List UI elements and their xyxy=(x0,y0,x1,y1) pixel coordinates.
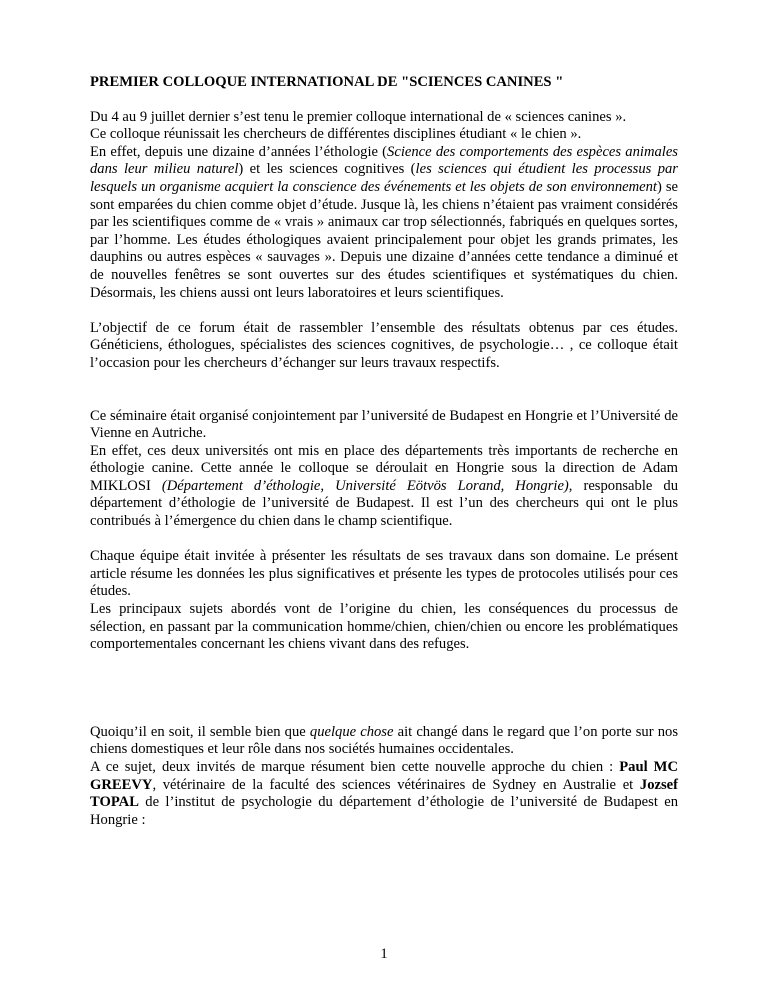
conclusion-text-a: Quoiqu’il en soit, il semble bien que xyxy=(90,723,310,740)
intro-text-a: En effet, depuis une dizaine d’années l’éthologie ( xyxy=(90,143,388,160)
teams-text-2: Les principaux sujets abordés vont de l’origine du chien, les conséquences du processus de sélection, en passant par la communication homme/chien, chien/chien ou encore les problématiques comportementales concernant les chiens vivant dans des refuges. xyxy=(90,601,678,653)
guest-name-mcgreevy: Paul MC GREEVY xyxy=(90,759,678,793)
guest-name-topal: Jozsef TOPAL xyxy=(90,776,678,811)
teams-text-1: Chaque équipe était invitée à présenter les résultats de ses travaux dans son domaine. Le présent article résume les données les plus significatives et présente les types de protocoles utilisés pour ces études. xyxy=(90,548,678,600)
intro-line-2: Ce colloque réunissait les chercheurs de différentes disciplines étudiant « le chien ». xyxy=(90,126,582,143)
conclusion-text-h: de l’institut de psychologie du département d’éthologie de l’université de Budapest en Hongrie : xyxy=(90,794,678,828)
paragraph-organisation xyxy=(90,408,678,531)
paragraph-objective: L’objectif de ce forum était de rassembler l’ensemble des résultats obtenus par ces études. Généticiens, éthologues, spécialistes des sciences cognitives, de psychologie… , ce colloque était l’occasion pour les chercheurs d’échanger sur leurs travaux respectifs. xyxy=(90,319,678,371)
cognitive-sciences-definition: les sciences qui étudient les processus par lesquels un organisme acquiert la conscience des événements et les objets de son environnement xyxy=(90,161,678,195)
organisation-text-a: En effet, ces deux universités ont mis en place des départements très importants de recherche en éthologie canine. Cette année le colloque se déroulait en Hongrie sous la direction de Adam MIKLOSI xyxy=(90,442,678,494)
document-page xyxy=(90,74,678,829)
paragraph-teams xyxy=(90,548,678,654)
page-number: 1 xyxy=(380,946,388,962)
intro-line-1: Du 4 au 9 juillet dernier s’est tenu le premier colloque international de « sciences canines ». xyxy=(90,108,627,125)
organisation-text-c: , responsable du département d’éthologie de l’université de Budapest. Il est l’un des chercheurs qui ont le plus contribués à l’émergence du chien dans le champ scientifique. xyxy=(90,477,678,530)
paragraph-conclusion xyxy=(90,724,678,830)
miklosi-affiliation: (Département d’éthologie, Université Eötvös Lorand, Hongrie) xyxy=(161,477,569,494)
intro-text-e: ) se sont emparées du chien comme objet d’étude. Jusque là, les chiens n’étaient pas vraiment considérés par les scientifiques comme de « vrais » animaux car trop sélectionnés, fabriqués en quelques sortes, par l’homme. Les études éthologiques avaient principalement pour objet les grands primates, les dauphins ou autres espèces « sauvages ». Depuis une dizaine d’années cette tendance a diminué et de nouvelles fenêtres se sont ouvertes sur des études scientifiques et systématiques du chien. Désormais, les chiens aussi ont leurs laboratoires et leurs scientifiques. xyxy=(90,178,678,301)
ethology-definition: Science des comportements des espèces animales dans leur milieu naturel xyxy=(90,143,678,178)
conclusion-text-d: A ce sujet, deux invités de marque résument bien cette nouvelle approche du chien : xyxy=(90,759,620,775)
paragraph-intro xyxy=(90,109,678,303)
conclusion-text-c: ait changé dans le regard que l’on porte sur nos chiens domestiques et leur rôle dans nos sociétés humaines occidentales. xyxy=(90,723,679,758)
quelque-chose-emphasis: quelque chose xyxy=(309,723,394,740)
intro-text-c: ) et les sciences cognitives ( xyxy=(238,161,416,178)
document-title: PREMIER COLLOQUE INTERNATIONAL DE "SCIENCES CANINES " xyxy=(90,74,564,90)
conclusion-text-f: , vétérinaire de la faculté des sciences vétérinaires de Sydney en Australie et xyxy=(152,776,640,793)
organisation-line-1: Ce séminaire était organisé conjointement par l’université de Budapest en Hongrie et l’Université de Vienne en Autriche. xyxy=(90,407,678,442)
